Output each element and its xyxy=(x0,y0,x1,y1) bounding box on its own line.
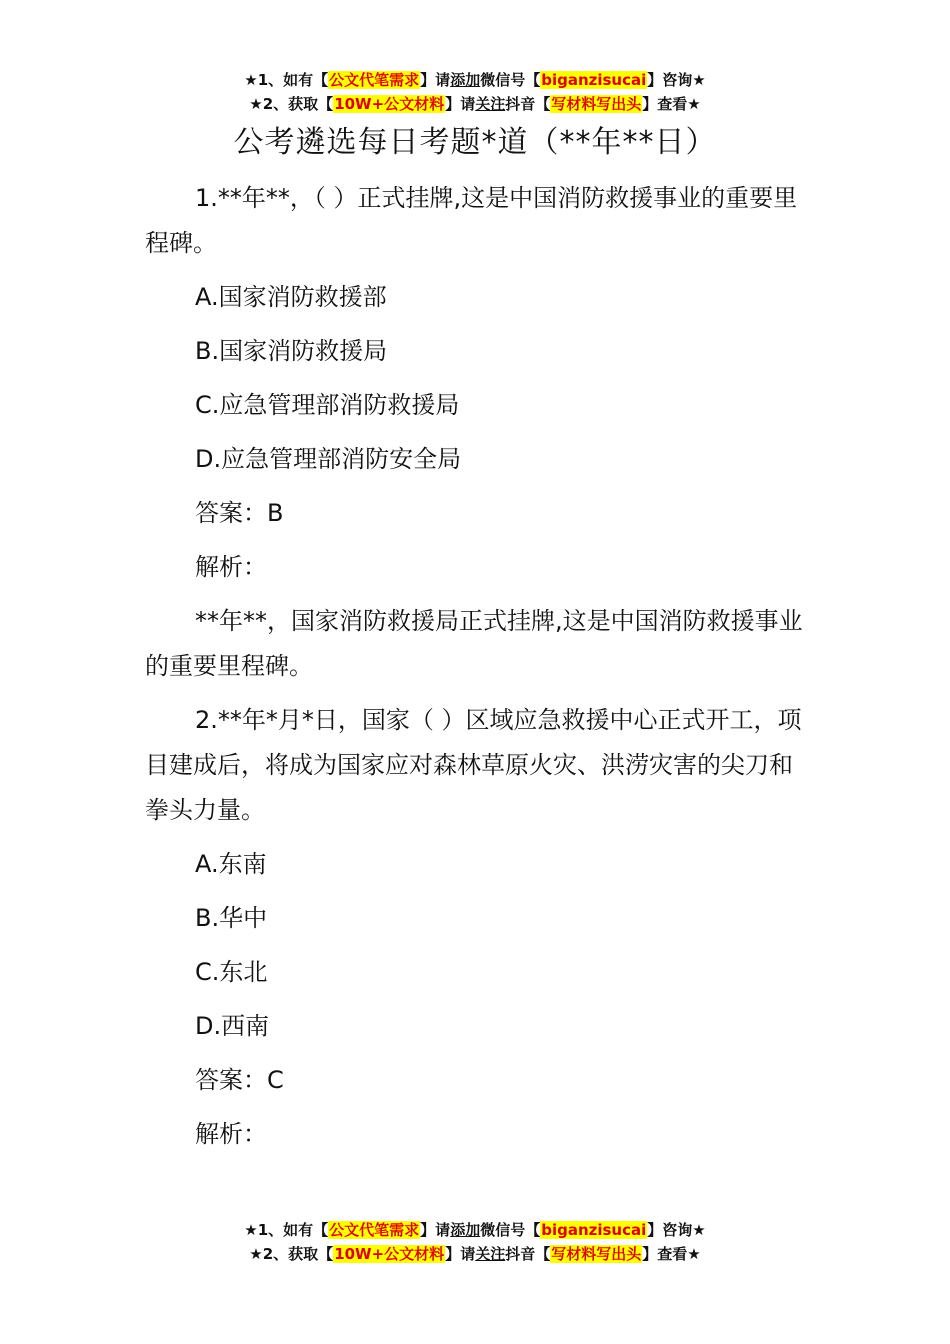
banner-text: ★2、获取【 xyxy=(249,95,334,113)
banner-line-1 xyxy=(0,68,950,92)
banner-highlight: 10W+公文材料 xyxy=(334,1245,445,1263)
banner-highlight: 公文代笔需求 xyxy=(329,1221,420,1239)
banner-text: 】请 xyxy=(445,95,476,113)
banner-underline: 添加 xyxy=(450,1221,481,1239)
banner-highlight: biganzisucai xyxy=(541,71,647,89)
banner-text: ★1、如有【 xyxy=(244,1221,329,1239)
analysis-label: 解析： xyxy=(195,1120,267,1148)
banner-line-2 xyxy=(0,1242,950,1266)
question-1: 1.**年**，（ ）正式挂牌,这是中国消防救援事业的重要里程碑。 xyxy=(145,184,798,257)
option-b: B.国家消防救援局 xyxy=(195,337,388,365)
banner-text: 】请 xyxy=(420,1221,451,1239)
document-body xyxy=(145,176,810,1166)
option-d: D.西南 xyxy=(195,1012,270,1040)
banner-text: 】咨询★ xyxy=(647,1221,706,1239)
banner-text: 】请 xyxy=(445,1245,476,1263)
banner-text: 】请 xyxy=(420,71,451,89)
banner-underline: 添加 xyxy=(450,71,481,89)
banner-highlight: 写材料写出头 xyxy=(551,95,642,113)
banner-text: 微信号【 xyxy=(480,71,541,89)
banner-line-2 xyxy=(0,92,950,116)
banner-underline: 关注 xyxy=(475,95,506,113)
banner-highlight: 10W+公文材料 xyxy=(334,95,445,113)
banner-text: ★2、获取【 xyxy=(249,1245,334,1263)
analysis-text: **年**，国家消防救援局正式挂牌,这是中国消防救援事业的重要里程碑。 xyxy=(145,607,803,680)
question-2: 2.**年*月*日，国家（ ）区域应急救援中心正式开工，项目建成后，将成为国家应对森林草原火灾、洪涝灾害的尖刀和拳头力量。 xyxy=(145,706,802,824)
option-a: A.东南 xyxy=(195,850,267,878)
analysis-label: 解析： xyxy=(195,553,267,581)
option-b: B.华中 xyxy=(195,904,268,932)
page-title: 公考遴选每日考题*道（**年**日） xyxy=(233,125,717,160)
option-c: C.应急管理部消防救援局 xyxy=(195,391,460,419)
answer: 答案：C xyxy=(195,1066,284,1094)
banner-text: 】查看★ xyxy=(642,1245,701,1263)
banner-highlight: 公文代笔需求 xyxy=(329,71,420,89)
option-d: D.应急管理部消防安全局 xyxy=(195,445,462,473)
banner-text: ★1、如有【 xyxy=(244,71,329,89)
option-c: C.东北 xyxy=(195,958,268,986)
answer: 答案：B xyxy=(195,499,284,527)
banner-highlight: 写材料写出头 xyxy=(551,1245,642,1263)
banner-text: 抖音【 xyxy=(505,1245,551,1263)
banner-text: 】咨询★ xyxy=(647,71,706,89)
banner-line-1 xyxy=(0,1218,950,1242)
banner-text: 微信号【 xyxy=(480,1221,541,1239)
footer-banner xyxy=(0,1218,950,1266)
banner-text: 】查看★ xyxy=(642,95,701,113)
banner-text: 抖音【 xyxy=(505,95,551,113)
option-a: A.国家消防救援部 xyxy=(195,283,387,311)
banner-highlight: biganzisucai xyxy=(541,1221,647,1239)
banner-underline: 关注 xyxy=(475,1245,506,1263)
header-banner xyxy=(0,68,950,116)
